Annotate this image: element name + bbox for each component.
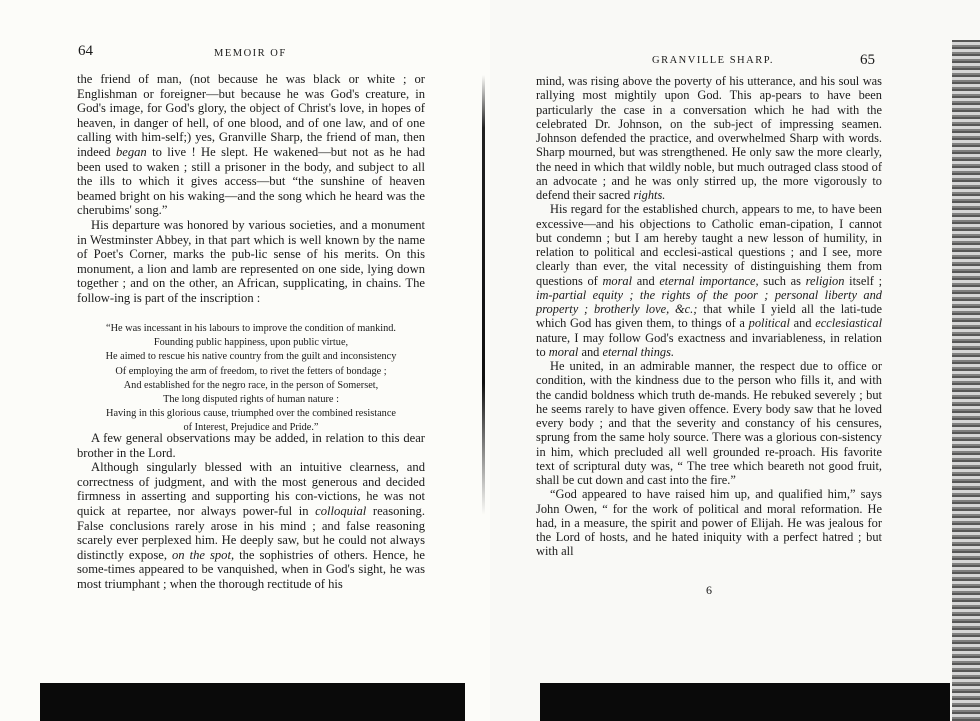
left-top-text	[77, 72, 425, 306]
right-page	[490, 0, 980, 721]
paragraph-r3: He united, in an admirable manner, the respect due to office or condition, with the kindness due to the person who fills it, and with the candid boldness which truth de-mands. He rebuked severely ; but he seems rarely to have given offence. Every body saw that he loved every body ; and that the severity and constancy of his censures, sprung from the same holy source. There was a glorious con-sistency in him, which precluded all well grounded re-proach. His favorite text of scriptural duty was, “ The tree which beareth not good fruit, shall be cut down and cast into the fire.”	[536, 359, 882, 487]
left-page-number: 64	[78, 43, 93, 59]
paragraph-4: Although singularly blessed with an intuitive clearness, and correctness of judgment, and with the most generous and decided firmness in asserting and supporting his con-victions, he was not quick at repartee, nor always power-ful in colloquial reasoning. False conclusions rarely arose in his mind ; and false reasoning scarely ever perplexed him. He deeply saw, but he could not always distinctly expose, on the spot, the sophistries of others. Hence, he some-times appeared to be vanquished, when in God's sight, he was most triumphant ; when the thorough rectitude of his	[77, 460, 425, 591]
inscription-line: The long disputed rights of human nature :	[163, 394, 339, 406]
left-bottom-text	[77, 431, 425, 592]
inscription-line: He aimed to rescue his native country from the guilt and inconsistency	[105, 351, 397, 363]
inscription-line: Of employing the arm of freedom, to rivet the fetters of bondage ;	[115, 365, 387, 377]
inscription-line: Having in this glorious cause, triumphed over the combined resistance	[106, 408, 396, 420]
paragraph-r4: “God appeared to have raised him up, and qualified him,” says John Owen, “ for the work of political and moral reformation. He had, in a measure, the spirit and power of Elijah. He was jealous for the Lord of hosts, and he hated iniquity with a perfect hatred ; but with all	[536, 487, 882, 559]
signature-mark: 6	[706, 583, 712, 597]
inscription-line: “He was incessant in his labours to improve the condition of mankind.	[106, 323, 396, 334]
right-running-head: GRANVILLE SHARP.	[652, 55, 775, 66]
left-running-head: MEMOIR OF	[214, 48, 287, 59]
right-page-number: 65	[860, 52, 875, 68]
paragraph-2: His departure was honored by various societies, and a monument in Westminster Abbey, in that part which is well known by the name of Poet's Corner, marks the pub-lic sense of his merits. On this monument, a lion and lamb are represented on one side, lying down together ; and on the other, an African, supplicating, in chains. The follow-ing is part of the inscription :	[77, 217, 425, 305]
page-edge-stack	[952, 40, 980, 721]
paragraph-r2: His regard for the established church, appears to me, to have been excessive—and his objections to Catholic eman-cipation, I cannot but condemn ; but I am hereby taught a new lesson of humility, in relation to political and ecclesi-astical questions ; and I see, more clearly than ever, the vital necessity of distinguishing them from questions of moral and eternal importance, such as religion itself ; im-partial equity ; the rights of the poor ; personal liberty and property ; brotherly love, &c.; that while I yield all the lati-tude which God has given them, to things of a political and ecclesiastical nature, I may follow God's exactness and invariableness, in relation to moral and eternal things.	[536, 202, 883, 359]
binding-shadow	[482, 75, 485, 515]
inscription-line: of Interest, Prejudice and Pride.”	[183, 422, 319, 434]
scan-shadow-right	[540, 683, 950, 721]
inscription-line: Founding public happiness, upon public virtue,	[153, 337, 349, 349]
paragraph-3: A few general observations may be added, in relation to this dear brother in the Lord.	[77, 431, 425, 460]
paragraph-1: the friend of man, (not because he was black or white ; or Englishman or foreigner—but because he was God's creature, in God's image, for God's glory, the object of Christ's love, in hopes of heaven, in danger of hell, of one blood, and of one law, and of one calling with him-self;) yes, Granville Sharp, the friend of man, then indeed began to live ! He slept. He wakened—but not as he had been used to waken ; still a prisoner in the body, and subject to all the ills to which it gives access—but “the sunshine of heaven beamed bright on his waking—and the song which he heard was the cherubims' song.”	[77, 72, 426, 218]
inscription-line: And established for the negro race, in the person of Somerset,	[123, 379, 379, 391]
paragraph-r1: mind, was rising above the poverty of his utterance, and his soul was rallying most mightily upon God. This ap-pears to have been particularly the case in a conversation which he had with the celebrated Dr. Johnson, on the sub-ject of impressing seamen. Johnson defended the practice, and overwhelmed Sharp with words. Sharp mourned, but was strengthened. He only saw the more clearly, the need in which that wildly noble, but much outraged class stood of an advocate ; and he was only stirred up, the more vigorously to defend their sacred rights.	[536, 74, 882, 202]
scan-shadow-left	[40, 683, 465, 721]
monument-inscription	[77, 322, 425, 436]
right-text	[536, 74, 882, 559]
